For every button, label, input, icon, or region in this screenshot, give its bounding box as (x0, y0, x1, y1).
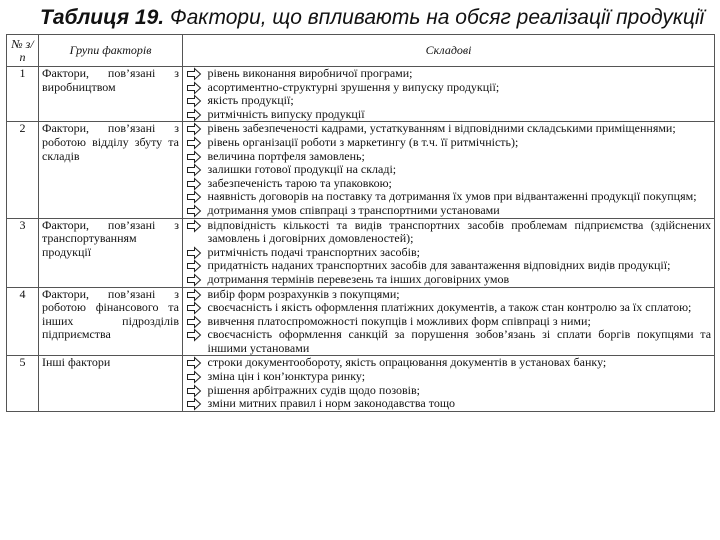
arrow-right-icon (186, 273, 202, 287)
component-text: вивчення платоспроможності покупців і можливих форм співпраці з ними; (207, 313, 591, 328)
components-list (208, 67, 712, 121)
factor-group-cell (39, 67, 183, 122)
row-number: 3 (7, 218, 39, 287)
component-item (184, 301, 712, 315)
component-item (184, 108, 712, 122)
arrow-right-icon (186, 288, 202, 302)
component-item (184, 94, 712, 108)
factor-group-name: Фактори, пов’язані з роботою відділу збуту та складів (42, 121, 179, 163)
row-number: 2 (7, 122, 39, 218)
components-cell (205, 356, 715, 411)
component-item (184, 219, 712, 246)
components-list (208, 288, 712, 356)
component-text: відповідність кількості та видів транспортних засобів проблемам підприємства (здійснених замовлень і договірних домовленостей); (207, 217, 712, 246)
component-text: забезпеченість тарою та упаковкою; (207, 175, 392, 190)
arrow-right-icon (186, 315, 202, 329)
table-body (7, 67, 715, 412)
component-text: рівень організації роботи з маркетингу (в т.ч. її ритмічність); (207, 134, 519, 149)
table-row (7, 218, 715, 287)
component-item (184, 177, 712, 191)
component-item (184, 273, 712, 287)
component-item (184, 190, 712, 204)
arrow-right-icon (186, 384, 202, 398)
factor-group-cell (39, 122, 183, 218)
arrow-right-icon (186, 190, 202, 204)
arrow-right-icon (186, 370, 202, 384)
arrow-right-icon (186, 301, 202, 315)
factor-group-name: Інші фактори (42, 355, 111, 370)
arrow-right-icon (186, 397, 202, 411)
arrow-right-icon (186, 108, 202, 122)
component-item (184, 67, 712, 81)
arrow-right-icon (186, 94, 202, 108)
arrow-right-icon (186, 177, 202, 191)
component-text: якість продукції; (207, 93, 294, 108)
component-text: асортиментно-структурні зрушення у випуску продукції; (207, 79, 500, 94)
factor-group-name: Фактори, пов’язані з роботою фінансового та інших підрозділів підприємства (42, 286, 179, 342)
table-row (7, 122, 715, 218)
arrow-right-icon (186, 328, 202, 342)
arrow-right-icon (186, 163, 202, 177)
component-text: зміни митних правил і норм законодавства тощо (207, 396, 456, 411)
component-text: придатність наданих транспортних засобів для завантаження відповідних видів продукції; (207, 258, 671, 273)
factor-group-cell (39, 218, 183, 287)
component-text: величина портфеля замовлень; (207, 148, 365, 163)
component-item (184, 259, 712, 273)
table-title-text: Фактори, що впливають на обсяг реалізації продукції (169, 6, 705, 29)
component-text: рівень забезпеченості кадрами, устаткуванням і відповідними складськими приміщеннями; (207, 121, 676, 136)
component-text: наявність договорів на поставку та дотримання їх умов при відвантаженні продукції покупцям; (207, 189, 697, 204)
component-text: строки документообороту, якість опрацювання документів в установах банку; (207, 355, 607, 370)
table-row (7, 67, 715, 122)
component-item (184, 246, 712, 260)
component-item (184, 150, 712, 164)
arrow-right-icon (186, 204, 202, 218)
arrow-right-icon (186, 259, 202, 273)
component-item (184, 328, 712, 355)
arrow-right-icon (186, 67, 202, 81)
component-text: ритмічність подачі транспортних засобів; (207, 244, 420, 259)
component-item (184, 163, 712, 177)
table-title-label: Таблиця 19. (40, 6, 165, 29)
components-list (208, 356, 712, 410)
component-item (184, 315, 712, 329)
component-item (184, 397, 712, 411)
arrow-right-icon (186, 136, 202, 150)
table-title (40, 6, 704, 30)
header-groups: Групи факторів (39, 35, 183, 67)
factor-group-name: Фактори, пов’язані з транспортуванням продукції (42, 217, 179, 259)
component-item (184, 370, 712, 384)
arrow-right-icon (186, 122, 202, 136)
row-number: 4 (7, 287, 39, 356)
component-item (184, 204, 712, 218)
factor-group-name: Фактори, пов’язані з виробництвом (42, 66, 179, 94)
table-row (7, 356, 715, 411)
component-item (184, 384, 712, 398)
component-text: дотримання термінів перевезень та інших договірних умов (207, 271, 510, 286)
arrow-right-icon (186, 356, 202, 370)
components-list (208, 219, 712, 287)
components-cell (205, 67, 715, 122)
row-number: 1 (7, 67, 39, 122)
arrow-right-icon (186, 246, 202, 260)
factor-group-cell (39, 287, 183, 356)
header-number: № з/п (7, 35, 39, 67)
arrow-right-icon (186, 81, 202, 95)
row-number: 5 (7, 356, 39, 411)
component-text: зміна цін і кон’юнктура ринку; (207, 369, 366, 384)
component-item (184, 136, 712, 150)
components-list (208, 122, 712, 217)
component-item (184, 122, 712, 136)
factor-group-cell (39, 356, 183, 411)
component-text: своєчасність оформлення санкцій за порушення зобов’язань зі сплати боргів покупцями та іншими установами (207, 327, 712, 355)
component-text: вибір форм розрахунків з покупцями; (207, 286, 400, 301)
table-header-row (7, 35, 715, 67)
component-text: рішення арбітражних судів щодо позовів; (207, 382, 420, 397)
component-item (184, 356, 712, 370)
component-item (184, 81, 712, 95)
factors-table (6, 34, 715, 412)
component-text: дотримання умов співпраці з транспортними установами (207, 202, 500, 217)
component-item (184, 288, 712, 302)
components-cell (205, 287, 715, 356)
arrow-right-icon (186, 150, 202, 164)
component-text: ритмічність випуску продукції (207, 106, 365, 121)
table-row (7, 287, 715, 356)
components-cell (205, 218, 715, 287)
component-text: залишки готової продукції на складі; (207, 162, 397, 177)
component-text: рівень виконання виробничої програми; (207, 66, 413, 80)
header-components: Складові (183, 35, 715, 67)
components-cell (205, 122, 715, 218)
arrow-right-icon (186, 219, 202, 233)
component-text: своєчасність і якість оформлення платіжних документів, а також стан контролю за їх сплатою; (207, 300, 692, 315)
